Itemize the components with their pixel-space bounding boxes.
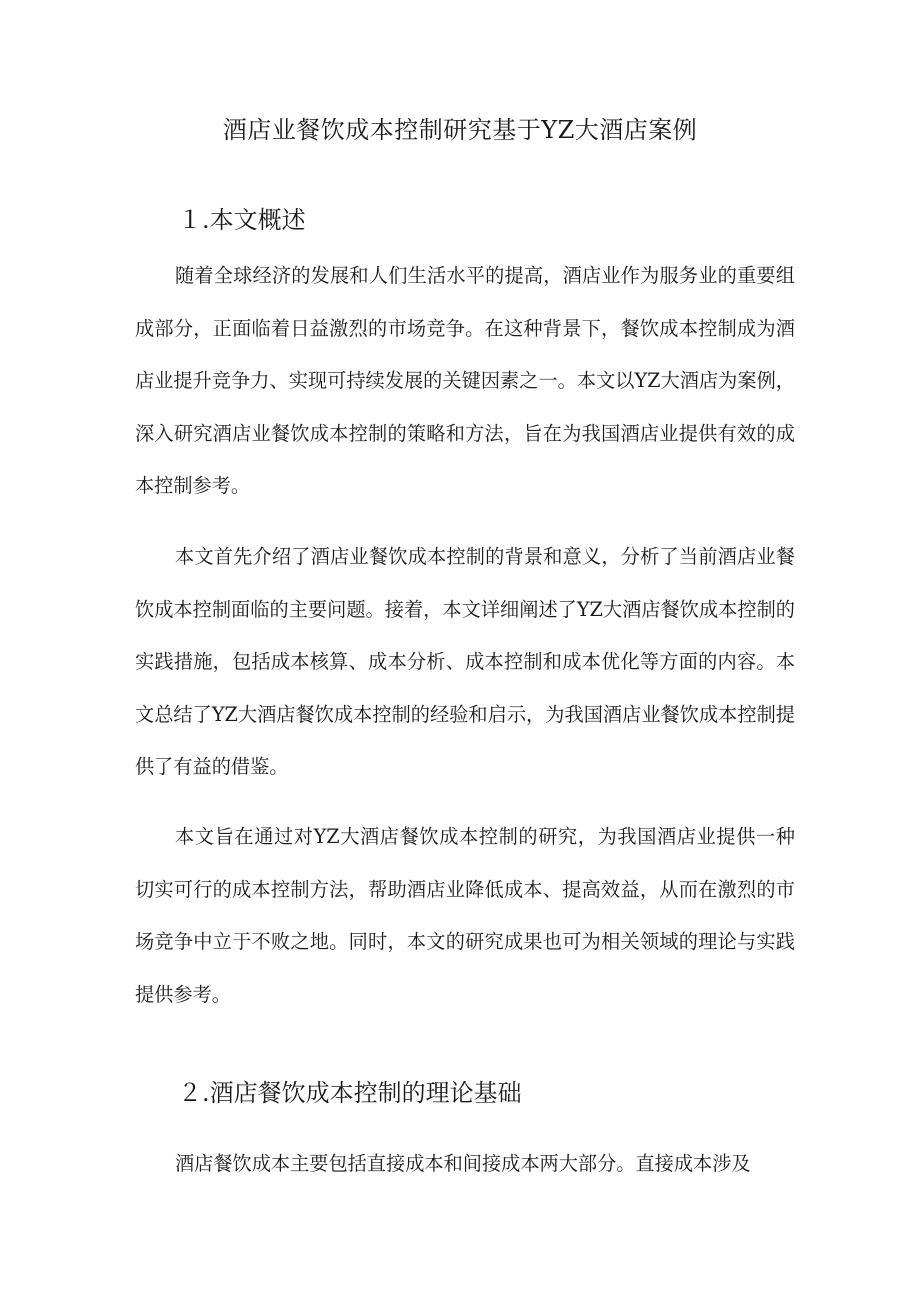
paragraph-3: 本文旨在通过对YZ大酒店餐饮成本控制的研究，为我国酒店业提供一种切实可行的成本控制方法，帮助酒店业降低成本、提高效益，从而在激烈的市场竞争中立于不败之地。同时，本文的研究成果也可为相关领域的理论与实践提供参考。 [135,825,795,1006]
section-heading-1: １.本文概述 [178,206,306,234]
paragraph-1: 随着全球经济的发展和人们生活水平的提高，酒店业作为服务业的重要组成部分，正面临着日益激烈的市场竞争。在这种背景下，餐饮成本控制成为酒店业提升竞争力、实现可持续发展的关键因素之一。本文以YZ大酒店为案例，深入研究酒店业餐饮成本控制的策略和方法，旨在为我国酒店业提供有效的成本控制参考。 [135,264,795,497]
section-heading-2: ２.酒店餐饮成本控制的理论基础 [178,1079,522,1107]
paragraph-4: 酒店餐饮成本主要包括直接成本和间接成本两大部分。直接成本涉及 [175,1152,751,1175]
paragraph-2: 本文首先介绍了酒店业餐饮成本控制的背景和意义，分析了当前酒店业餐饮成本控制面临的主要问题。接着，本文详细阐述了YZ大酒店餐饮成本控制的实践措施，包括成本核算、成本分析、成本控制和成本优化等方面的内容。本文总结了YZ大酒店餐饮成本控制的经验和启示，为我国酒店业餐饮成本控制提供了有益的借鉴。 [135,545,795,778]
document-title: 酒店业餐饮成本控制研究基于YZ大酒店案例 [222,116,698,144]
